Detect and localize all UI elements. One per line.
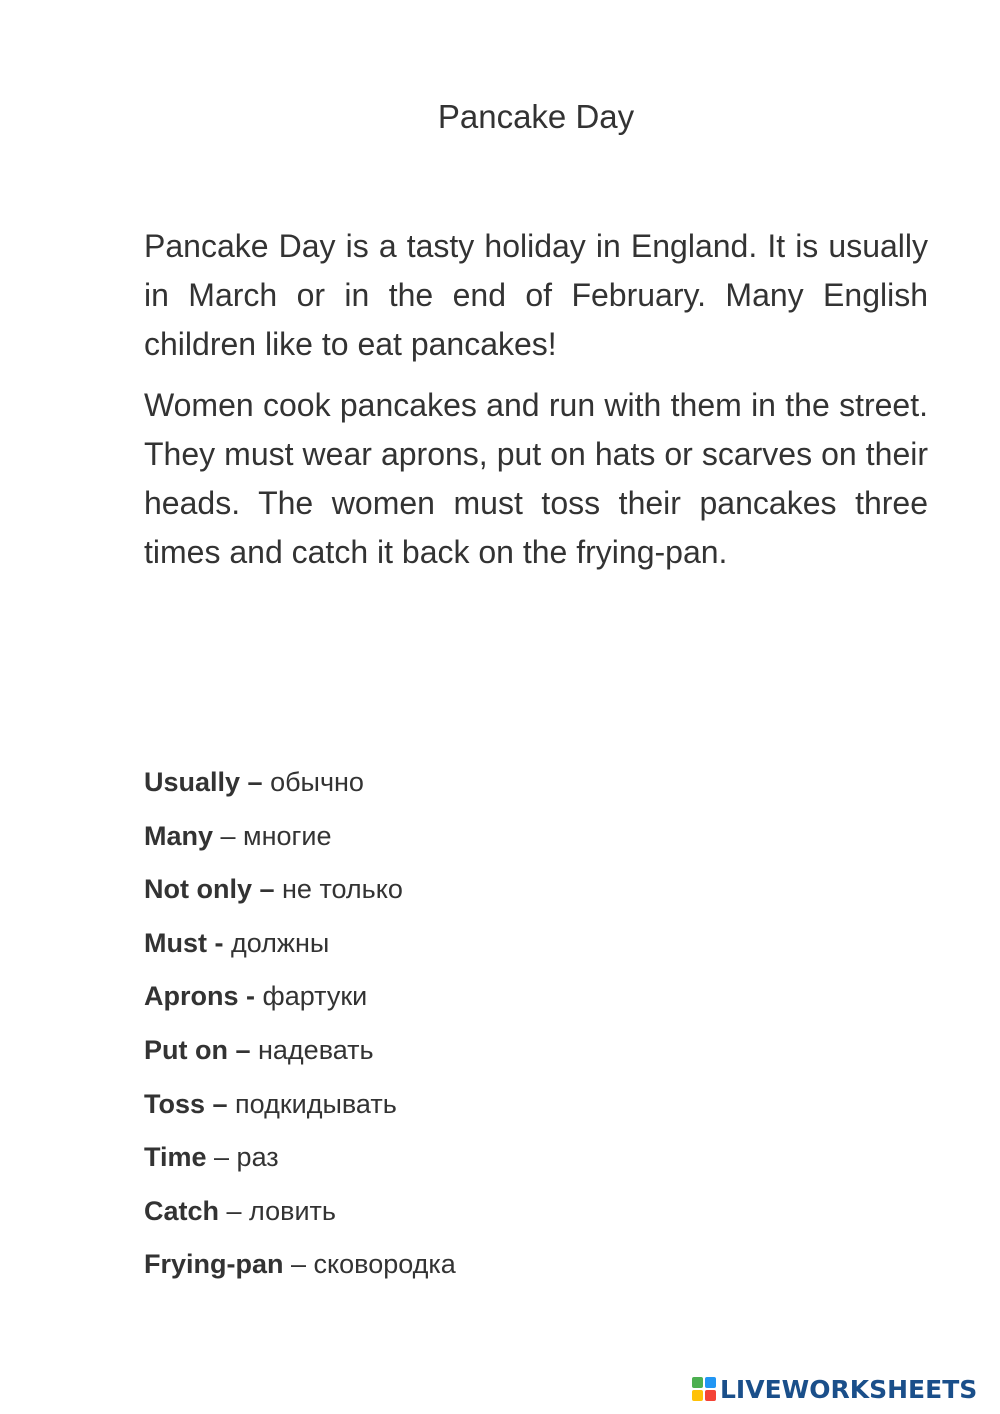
vocab-item — [144, 1085, 844, 1139]
vocab-item — [144, 817, 844, 871]
vocab-item — [144, 1245, 844, 1299]
vocab-term: Usually – — [144, 767, 263, 797]
logo-tile — [705, 1390, 716, 1401]
vocab-translation: – ловить — [219, 1195, 336, 1226]
vocab-item — [144, 977, 844, 1031]
paragraph-2: Women cook pancakes and run with them in the street. They must wear aprons, put on hats or scarves on their heads. The women must toss their pancakes three times and catch it back on the frying-pan. — [144, 387, 928, 570]
vocab-term: Toss – — [144, 1088, 228, 1119]
vocab-translation: должны — [223, 927, 330, 958]
vocab-translation: – сковородка — [283, 1249, 456, 1280]
vocab-translation: не только — [274, 874, 403, 905]
vocab-translation: надевать — [250, 1034, 374, 1065]
vocab-term: Put on – — [144, 1034, 251, 1065]
paragraph-1: Pancake Day is a tasty holiday in England. It is usually in March or in the end of February. Many English children like to eat pancakes! — [144, 228, 928, 362]
vocab-term: Aprons - — [144, 981, 255, 1012]
vocab-translation: – раз — [206, 1142, 279, 1173]
vocab-term: Frying-pan — [144, 1249, 284, 1280]
story-text — [144, 222, 928, 589]
logo-text: LIVEWORKSHEETS — [720, 1374, 978, 1404]
liveworksheets-logo-icon — [692, 1377, 716, 1401]
vocab-term: Catch — [144, 1195, 220, 1226]
vocab-term: Many — [144, 820, 214, 851]
vocab-item — [144, 924, 844, 978]
page-title: Pancake Day — [437, 98, 635, 135]
logo-tile — [692, 1390, 703, 1401]
logo-tile — [705, 1377, 716, 1388]
vocab-term: Time — [144, 1142, 207, 1173]
liveworksheets-logo[interactable] — [692, 1374, 977, 1404]
vocab-term: Not only – — [144, 874, 275, 905]
logo-tile — [692, 1377, 703, 1388]
vocab-item — [144, 870, 844, 924]
vocab-item — [144, 1192, 844, 1246]
vocab-term: Must - — [144, 927, 224, 958]
vocab-item — [144, 1031, 844, 1085]
vocabulary-list — [144, 763, 844, 1299]
vocab-item — [144, 1138, 844, 1192]
vocab-translation: обычно — [262, 767, 364, 797]
vocab-item — [144, 763, 844, 817]
vocab-translation: подкидывать — [227, 1088, 397, 1119]
vocab-translation: фартуки — [255, 981, 368, 1012]
vocab-translation: – многие — [213, 820, 332, 851]
